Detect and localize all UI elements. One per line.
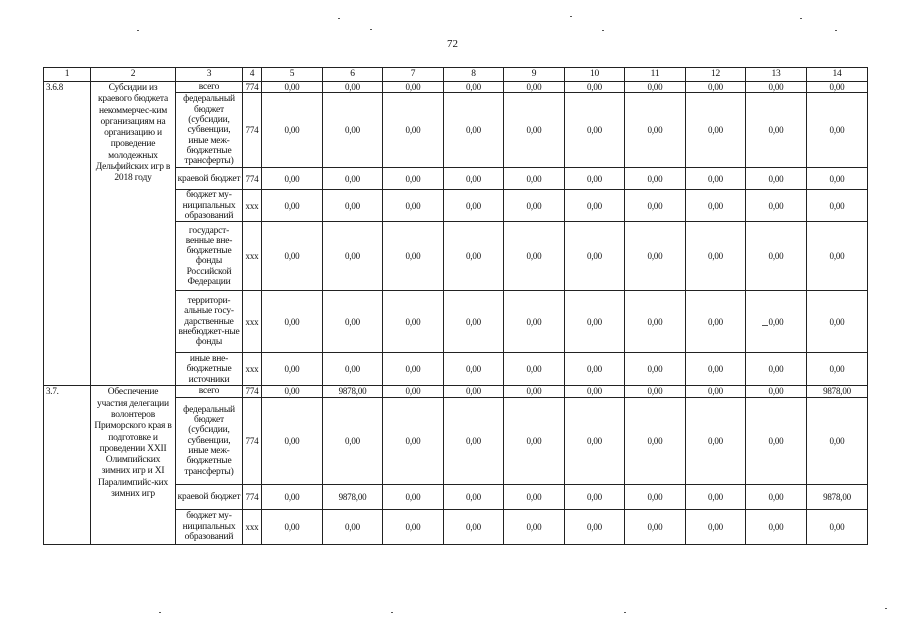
header-row bbox=[44, 68, 868, 82]
page-number: 72 bbox=[447, 38, 458, 50]
amount-cell: 0,00 bbox=[686, 190, 746, 222]
amount-cell: 0,00 bbox=[504, 222, 565, 291]
header-cell: 6 bbox=[323, 68, 383, 82]
header-cell: 11 bbox=[625, 68, 686, 82]
item-name: Субсидии из краевого бюджета некоммерчес-ким организациям на организацию и проведение молодежных Дельфийских игр в 2018 году bbox=[91, 82, 176, 386]
funding-source: федеральный бюджет (субсидии, субвенции, иные меж-бюджетные трансферты) bbox=[176, 397, 243, 484]
amount-cell: 0,00 bbox=[383, 168, 444, 190]
amount-cell: 0,00 bbox=[686, 353, 746, 386]
table-row bbox=[44, 82, 868, 93]
funding-source: всего bbox=[176, 386, 243, 397]
amount-cell: 9878,00 bbox=[323, 386, 383, 397]
amount-cell: 0,00 bbox=[323, 291, 383, 353]
amount-cell: 0,00 bbox=[625, 222, 686, 291]
budget-code: ххх bbox=[243, 222, 262, 291]
budget-code: ххх bbox=[243, 291, 262, 353]
amount-cell: 0,00 bbox=[746, 190, 807, 222]
header-cell: 2 bbox=[91, 68, 176, 82]
amount-cell: 0,00 bbox=[565, 397, 625, 484]
header-cell: 12 bbox=[686, 68, 746, 82]
amount-cell: 0,00 bbox=[262, 291, 323, 353]
amount-cell: 0,00 bbox=[807, 82, 868, 93]
budget-code: 774 bbox=[243, 93, 262, 168]
amount-cell: 0,00 bbox=[504, 353, 565, 386]
amount-cell: 0,00 bbox=[686, 484, 746, 509]
budget-code: 774 bbox=[243, 82, 262, 93]
amount-cell: 0,00 bbox=[625, 168, 686, 190]
amount-cell: 0,00 bbox=[686, 222, 746, 291]
amount-cell: 0,00 bbox=[262, 397, 323, 484]
amount-cell: 0,00 bbox=[625, 484, 686, 509]
amount-cell: 0,00 bbox=[686, 82, 746, 93]
amount-cell: 0,00 bbox=[504, 168, 565, 190]
amount-cell: 0,00 bbox=[262, 190, 323, 222]
amount-cell: 0,00 bbox=[383, 190, 444, 222]
amount-cell: 0,00 bbox=[746, 484, 807, 509]
amount-cell: 0,00 bbox=[444, 509, 504, 544]
amount-cell: 0,00 bbox=[504, 386, 565, 397]
funding-source: краевой бюджет bbox=[176, 168, 243, 190]
amount-cell: 0,00 bbox=[807, 190, 868, 222]
amount-cell: 0,00 bbox=[625, 353, 686, 386]
budget-code: 774 bbox=[243, 386, 262, 397]
amount-cell: 0,00 bbox=[323, 353, 383, 386]
amount-cell: 0,00 bbox=[323, 397, 383, 484]
amount-cell: 0,00 bbox=[323, 82, 383, 93]
funding-source: иные вне-бюджетные источники bbox=[176, 353, 243, 386]
amount-cell: 0,00 bbox=[686, 93, 746, 168]
budget-code: 774 bbox=[243, 484, 262, 509]
amount-cell: 0,00 bbox=[383, 397, 444, 484]
amount-cell: 0,00 bbox=[625, 397, 686, 484]
amount-cell: 0,00 bbox=[807, 291, 868, 353]
amount-cell: 0,00 bbox=[383, 386, 444, 397]
header-cell: 10 bbox=[565, 68, 625, 82]
funding-source: федеральный бюджет (субсидии, субвенции, иные меж-бюджетные трансферты) bbox=[176, 93, 243, 168]
amount-cell: 0,00 bbox=[444, 93, 504, 168]
amount-cell: 0,00 bbox=[746, 509, 807, 544]
table-row bbox=[44, 386, 868, 397]
amount-cell: 0,00 bbox=[686, 397, 746, 484]
amount-cell: 0,00 bbox=[746, 93, 807, 168]
amount-cell: 0,00 bbox=[625, 82, 686, 93]
amount-cell: 0,00 bbox=[444, 222, 504, 291]
amount-cell: 0,00 bbox=[262, 93, 323, 168]
amount-cell: 0,00 bbox=[746, 353, 807, 386]
header-cell: 4 bbox=[243, 68, 262, 82]
budget-code: 774 bbox=[243, 397, 262, 484]
amount-cell: 0,00 bbox=[565, 93, 625, 168]
funding-source: бюджет му-ниципальных образований bbox=[176, 190, 243, 222]
header-cell: 7 bbox=[383, 68, 444, 82]
amount-cell: 0,00 bbox=[807, 509, 868, 544]
budget-code: ххх bbox=[243, 190, 262, 222]
amount-cell: 0,00 bbox=[625, 509, 686, 544]
amount-cell: 0,00 bbox=[504, 93, 565, 168]
amount-cell: 0,00 bbox=[807, 93, 868, 168]
amount-cell: 0,00 bbox=[383, 353, 444, 386]
amount-cell: 0,00 bbox=[444, 291, 504, 353]
amount-cell: 0,00 bbox=[383, 291, 444, 353]
budget-table bbox=[43, 67, 868, 545]
header-cell: 1 bbox=[44, 68, 91, 82]
amount-cell: 0,00 bbox=[444, 386, 504, 397]
amount-cell: 0,00 bbox=[323, 168, 383, 190]
amount-cell: 0,00 bbox=[565, 353, 625, 386]
amount-cell: 0,00 bbox=[565, 291, 625, 353]
amount-cell: 0,00 bbox=[807, 397, 868, 484]
funding-source: всего bbox=[176, 82, 243, 93]
header-cell: 9 bbox=[504, 68, 565, 82]
amount-cell: 9878,00 bbox=[323, 484, 383, 509]
amount-cell: 0,00 bbox=[262, 168, 323, 190]
amount-cell: 0,00 bbox=[504, 291, 565, 353]
amount-cell: 9878,00 bbox=[807, 386, 868, 397]
amount-cell: 0,00 bbox=[746, 82, 807, 93]
amount-cell: 0,00 bbox=[444, 353, 504, 386]
budget-code: 774 bbox=[243, 168, 262, 190]
funding-source: государст-венные вне-бюджетные фонды Российской Федерации bbox=[176, 222, 243, 291]
amount-cell: 0,00 bbox=[444, 484, 504, 509]
amount-cell: 0,00 bbox=[323, 509, 383, 544]
amount-cell: 0,00 bbox=[565, 222, 625, 291]
amount-cell: 0,00 bbox=[262, 484, 323, 509]
funding-source: территори-альные госу-дарственные внебюджет-ные фонды bbox=[176, 291, 243, 353]
amount-cell: 0,00 bbox=[807, 168, 868, 190]
amount-cell: 0,00 bbox=[262, 509, 323, 544]
amount-cell: 0,00 bbox=[746, 397, 807, 484]
amount-cell: 0,00 bbox=[686, 168, 746, 190]
budget-code: ххх bbox=[243, 353, 262, 386]
amount-cell: 0,00 bbox=[323, 93, 383, 168]
amount-cell: 0,00 bbox=[746, 386, 807, 397]
amount-cell: 0,00 bbox=[504, 484, 565, 509]
amount-cell: 0,00 bbox=[625, 386, 686, 397]
amount-cell: 0,00 bbox=[565, 386, 625, 397]
amount-cell: 0,00 bbox=[383, 222, 444, 291]
amount-cell: 0,00 bbox=[565, 484, 625, 509]
item-number: 3.6.8 bbox=[44, 82, 91, 386]
amount-cell: 0,00 bbox=[444, 190, 504, 222]
amount-cell: 0,00 bbox=[625, 291, 686, 353]
amount-cell: 0,00 bbox=[746, 222, 807, 291]
amount-cell: 0,00 bbox=[444, 168, 504, 190]
amount-cell: 0,00 bbox=[625, 93, 686, 168]
amount-cell: 0,00 bbox=[565, 82, 625, 93]
amount-cell: 0,00 bbox=[565, 509, 625, 544]
header-cell: 13 bbox=[746, 68, 807, 82]
amount-cell: 0,00 bbox=[565, 190, 625, 222]
amount-cell: 9878,00 bbox=[807, 484, 868, 509]
amount-cell: 0,00 bbox=[504, 509, 565, 544]
header-cell: 5 bbox=[262, 68, 323, 82]
funding-source: краевой бюджет bbox=[176, 484, 243, 509]
header-cell: 8 bbox=[444, 68, 504, 82]
amount-cell: 0,00 bbox=[383, 509, 444, 544]
amount-cell: 0,00 bbox=[746, 168, 807, 190]
amount-cell: 0,00 bbox=[383, 82, 444, 93]
item-name: Обеспечение участия делегации волонтеров Приморского края в подготовке и проведении XXII Олимпийских зимних игр и XI Паралимпийс-ких зимних игр bbox=[91, 386, 176, 544]
budget-code: ххх bbox=[243, 509, 262, 544]
amount-cell: 0,00 bbox=[807, 222, 868, 291]
amount-cell: 0,00 bbox=[746, 291, 807, 353]
amount-cell: 0,00 bbox=[686, 386, 746, 397]
amount-cell: 0,00 bbox=[383, 484, 444, 509]
amount-cell: 0,00 bbox=[625, 190, 686, 222]
table-body bbox=[44, 68, 868, 545]
item-number: 3.7. bbox=[44, 386, 91, 544]
amount-cell: 0,00 bbox=[686, 509, 746, 544]
amount-cell: 0,00 bbox=[686, 291, 746, 353]
header-cell: 14 bbox=[807, 68, 868, 82]
amount-cell: 0,00 bbox=[504, 82, 565, 93]
amount-cell: 0,00 bbox=[565, 168, 625, 190]
amount-cell: 0,00 bbox=[262, 222, 323, 291]
amount-cell: 0,00 bbox=[262, 353, 323, 386]
amount-cell: 0,00 bbox=[323, 190, 383, 222]
amount-cell: 0,00 bbox=[262, 82, 323, 93]
amount-cell: 0,00 bbox=[444, 397, 504, 484]
amount-cell: 0,00 bbox=[383, 93, 444, 168]
amount-cell: 0,00 bbox=[504, 397, 565, 484]
amount-cell: 0,00 bbox=[262, 386, 323, 397]
amount-cell: 0,00 bbox=[504, 190, 565, 222]
header-cell: 3 bbox=[176, 68, 243, 82]
amount-cell: 0,00 bbox=[444, 82, 504, 93]
funding-source: бюджет му-ниципальных образований bbox=[176, 509, 243, 544]
amount-cell: 0,00 bbox=[323, 222, 383, 291]
amount-cell: 0,00 bbox=[807, 353, 868, 386]
